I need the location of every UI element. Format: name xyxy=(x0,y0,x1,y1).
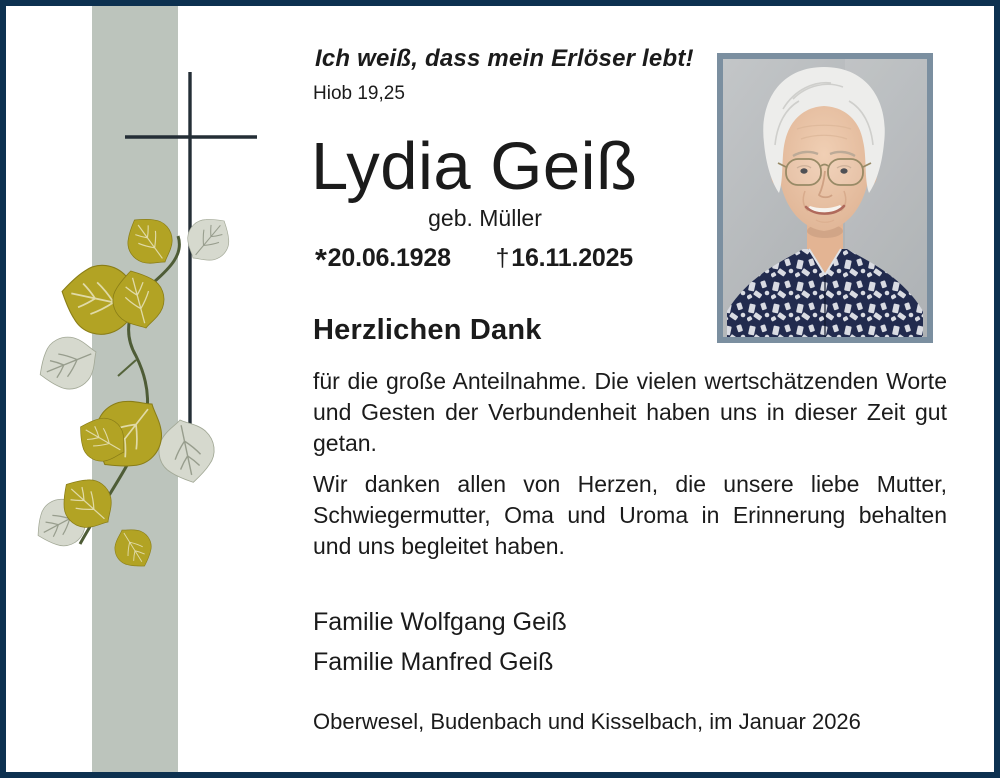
deceased-name: Lydia Geiß xyxy=(311,129,638,204)
life-dates xyxy=(315,243,633,278)
family-line-2: Familie Manfred Geiß xyxy=(313,648,554,676)
cross-and-ivy-decoration xyxy=(0,0,270,600)
birth-star-symbol: * xyxy=(315,243,327,277)
maiden-name: geb. Müller xyxy=(428,205,542,231)
closing-line: Oberwesel, Budenbach und Kisselbach, im Januar 2026 xyxy=(313,709,861,734)
portrait-photo xyxy=(717,53,933,343)
family-line-1: Familie Wolfgang Geiß xyxy=(313,608,567,636)
thanks-paragraph-2: Wir danken allen von Herzen, die unsere liebe Mutter, Schwiegermutter, Oma und Uroma in Erinnerung behalten und uns begleitet haben. xyxy=(313,471,947,559)
birth-date-value: 20.06.1928 xyxy=(327,243,451,272)
birth-date xyxy=(315,243,451,277)
thanks-heading: Herzlichen Dank xyxy=(313,314,542,346)
thanks-paragraph-1: für die große Anteilnahme. Die vielen wertschätzenden Worte und Gesten der Verbundenheit haben uns in dieser Zeit gut getan. xyxy=(313,368,947,456)
death-date xyxy=(496,244,633,272)
death-date-value: 16.11.2025 xyxy=(511,243,634,272)
death-cross-symbol: † xyxy=(495,243,510,272)
scripture-source: Hiob 19,25 xyxy=(313,83,405,104)
scripture-quote: Ich weiß, dass mein Erlöser lebt! xyxy=(315,45,694,72)
ivy-icon xyxy=(27,207,240,576)
